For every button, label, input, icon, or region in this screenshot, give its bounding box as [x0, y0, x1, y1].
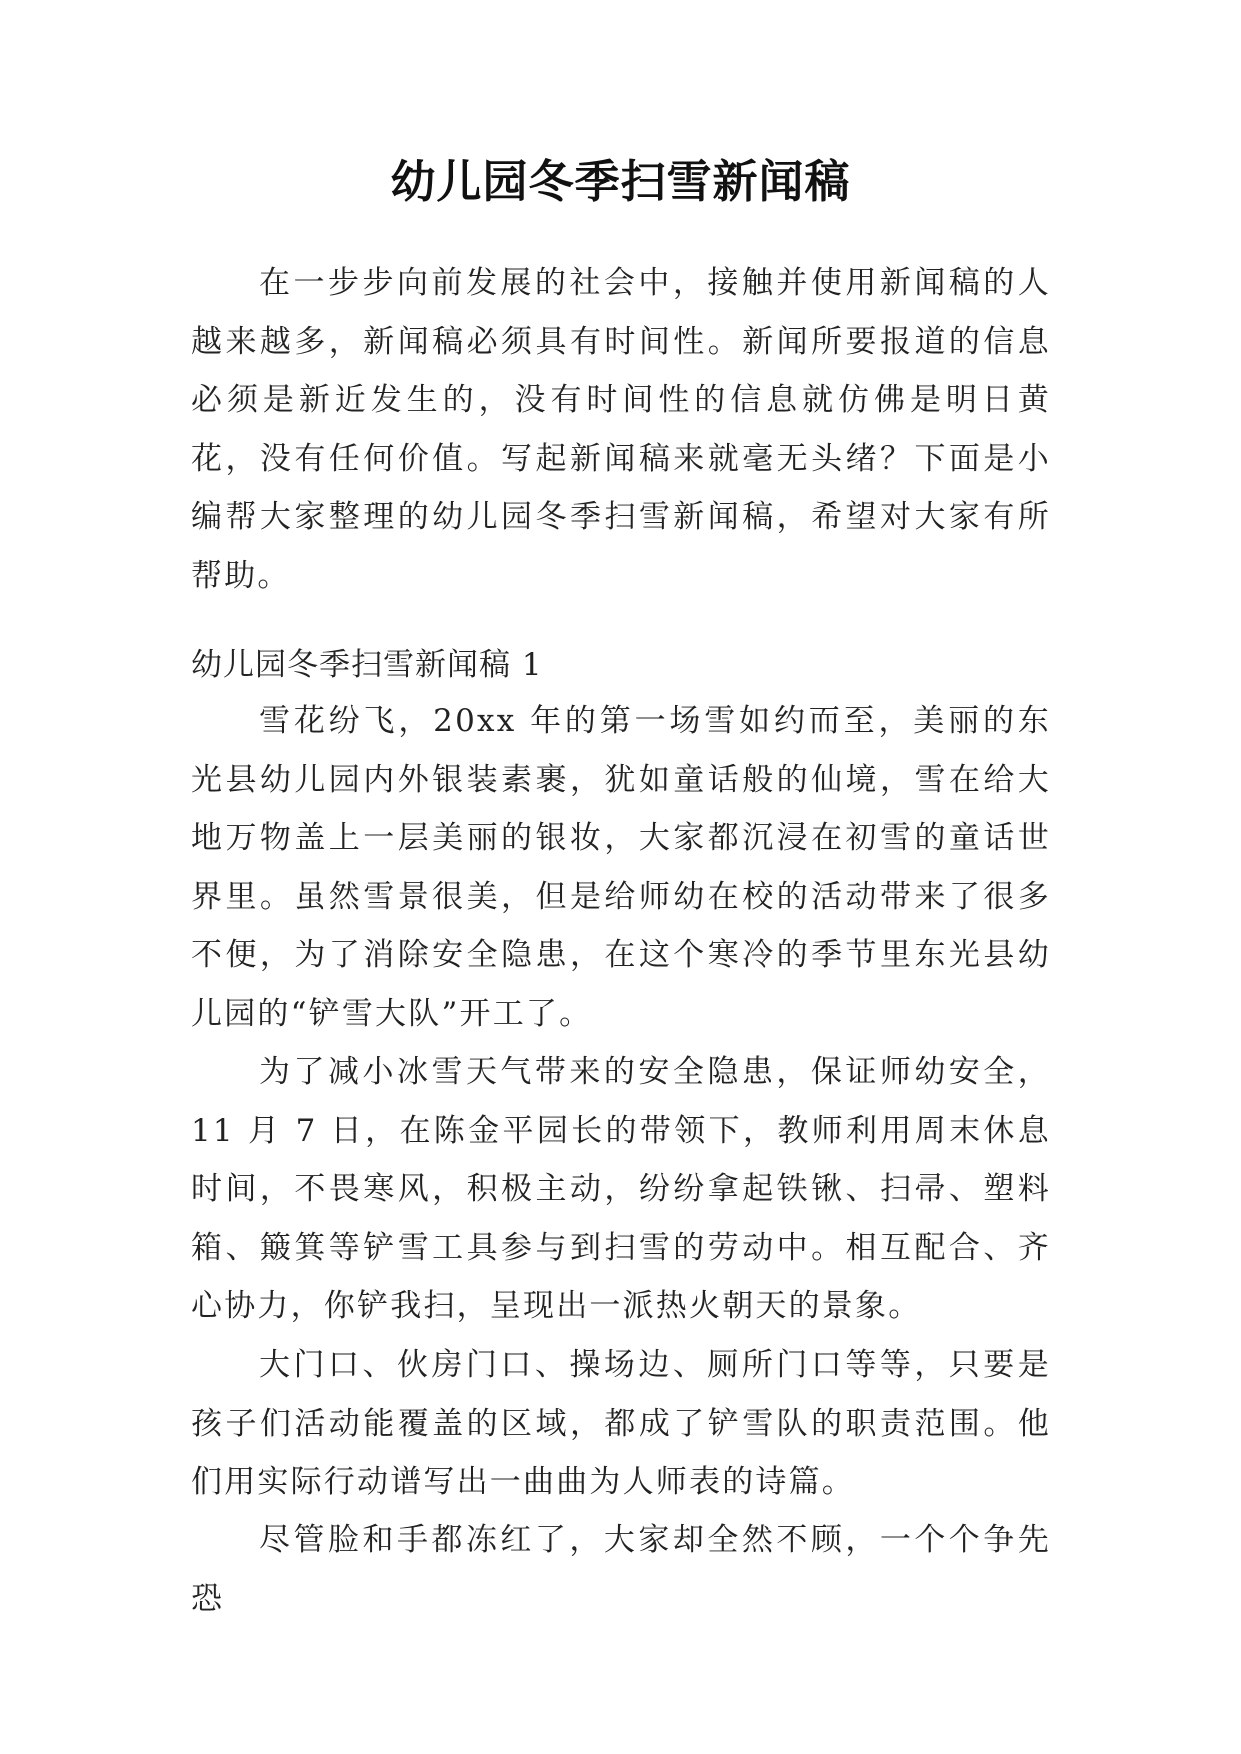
- intro-paragraph: 在一步步向前发展的社会中，接触并使用新闻稿的人越来越多，新闻稿必须具有时间性。新闻所要报道的信息必须是新近发生的，没有时间性的信息就仿佛是明日黄花，没有任何价值。写起新闻稿来就毫无头绪？下面是小编帮大家整理的幼儿园冬季扫雪新闻稿，希望对大家有所帮助。: [191, 265, 1051, 594]
- body-paragraph: 为了减小冰雪天气带来的安全隐患，保证师幼安全，11 月 7 日，在陈金平园长的带领下，教师利用周末休息时间，不畏寒风，积极主动，纷纷拿起铁锹、扫帚、塑料箱、簸箕等铲雪工具参与到扫雪的劳动中。相互配合、齐心协力，你铲我扫，呈现出一派热火朝天的景象。: [191, 1054, 1051, 1324]
- body-paragraph: 尽管脸和手都冻红了，大家却全然不顾，一个个争先恐: [191, 1522, 1051, 1617]
- section-heading: 幼儿园冬季扫雪新闻稿 1: [191, 647, 543, 683]
- document-title: 幼儿园冬季扫雪新闻稿: [390, 155, 851, 208]
- body-paragraph: 大门口、伙房门口、操场边、厕所门口等等，只要是孩子们活动能覆盖的区域，都成了铲雪队的职责范围。他们用实际行动谱写出一曲曲为人师表的诗篇。: [191, 1347, 1051, 1500]
- body-paragraph: 雪花纷飞，20xx 年的第一场雪如约而至，美丽的东光县幼儿园内外银装素裹，犹如童话般的仙境，雪在给大地万物盖上一层美丽的银妆，大家都沉浸在初雪的童话世界里。虽然雪景很美，但是给师幼在校的活动带来了很多不便，为了消除安全隐患，在这个寒冷的季节里东光县幼儿园的“铲雪大队”开工了。: [191, 703, 1051, 1032]
